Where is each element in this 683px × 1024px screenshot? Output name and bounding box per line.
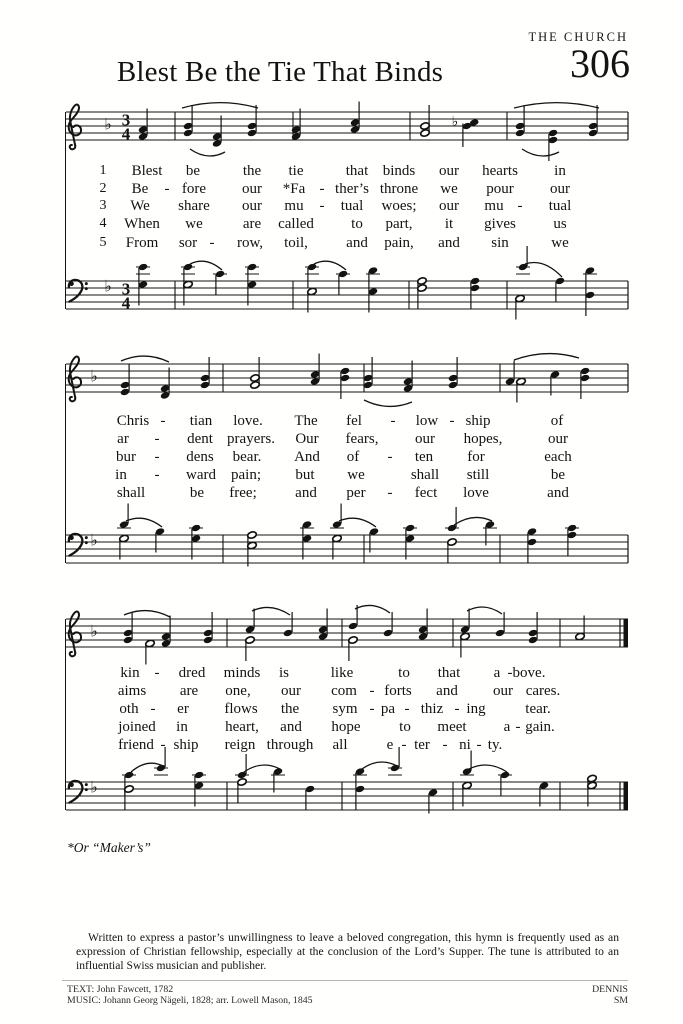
lyric-token: woes;: [381, 198, 417, 214]
lyric-token: -: [319, 181, 325, 197]
lyric-token: are: [179, 683, 199, 699]
svg-text:♭: ♭: [90, 777, 98, 797]
lyric-token: -: [442, 737, 448, 753]
lyric-token: hearts: [482, 163, 518, 179]
lyric-token: -: [404, 701, 410, 717]
lyric-token: oth: [119, 701, 139, 717]
lyric-token: mu: [484, 198, 504, 214]
lyric-token: pain,: [384, 235, 414, 251]
lyric-token: joined: [118, 719, 156, 735]
lyric-token: our: [493, 683, 513, 699]
lyric-token: one,: [225, 683, 251, 699]
svg-text:♭: ♭: [90, 621, 98, 641]
lyric-token: and: [547, 485, 569, 501]
lyric-token: of: [346, 449, 360, 465]
lyric-token: meet: [437, 719, 467, 735]
lyric-token: pain;: [231, 467, 261, 483]
lyric-token: ther’s: [335, 181, 369, 197]
lyric-token: -: [160, 413, 166, 429]
lyric-token: ten: [414, 449, 434, 465]
lyric-token: tear.: [525, 701, 551, 717]
lyric-token: tual: [548, 198, 572, 214]
lyric-token: pour: [486, 181, 514, 197]
lyric-token: our: [439, 163, 459, 179]
lyric-token: love: [463, 485, 489, 501]
lyric-token: -: [476, 737, 482, 753]
svg-text:♭: ♭: [104, 114, 112, 134]
lyric-token: and: [346, 235, 368, 251]
lyric-token: reign: [224, 737, 256, 753]
lyric-token: -: [150, 701, 156, 717]
lyric-token: bove.: [512, 665, 546, 681]
lyric-token: we: [185, 216, 203, 232]
lyric-token: bur: [116, 449, 136, 465]
credits-divider: [62, 980, 628, 981]
svg-text:4: 4: [121, 293, 131, 313]
lyric-token: all: [332, 737, 348, 753]
lyric-token: ing: [466, 701, 486, 717]
lyric-token: Chris: [116, 413, 150, 429]
lyric-token: the: [242, 163, 262, 179]
lyric-token: the: [280, 701, 300, 717]
lyric-token: gives: [484, 216, 516, 232]
lyric-token: but: [295, 467, 315, 483]
lyric-token: -: [154, 449, 160, 465]
lyric-token: er: [177, 701, 189, 717]
lyric-token: and: [280, 719, 302, 735]
lyric-token: ar: [117, 431, 129, 447]
lyric-token: sor: [178, 235, 198, 251]
lyric-token: -: [517, 198, 523, 214]
lyric-token: fore: [181, 181, 207, 197]
lyric-token: and: [438, 235, 460, 251]
lyric-token: share: [178, 198, 210, 214]
lyric-token: aims: [117, 683, 147, 699]
music-credit: MUSIC: Johann Georg Nägeli, 1828; arr. Lowell Mason, 1845: [67, 995, 313, 1006]
lyric-token: our: [415, 431, 435, 447]
verse-number: 5: [99, 235, 107, 250]
lyric-token: and: [436, 683, 458, 699]
lyric-token: The: [294, 413, 318, 429]
lyric-token: each: [544, 449, 572, 465]
lyric-token: we: [551, 235, 569, 251]
commentary-paragraph: Written to express a pastor’s unwillingness to leave a beloved congregation, this hymn is frequently used as an expression of Christian fellowship, especially at the conclusion of the Lord’s Supper. The tune is attributed to an influential Swiss musician and publisher.: [76, 931, 619, 972]
verse-number: 1: [99, 163, 107, 178]
lyric-token: bear.: [232, 449, 262, 465]
lyric-token: forts: [384, 683, 412, 699]
lyric-token: ni: [459, 737, 471, 753]
lyric-token: *Fa: [282, 181, 306, 197]
lyric-token: part,: [385, 216, 413, 232]
lyric-token: be: [185, 163, 201, 179]
lyric-token: sin: [491, 235, 509, 251]
lyric-token: per: [346, 485, 366, 501]
lyric-token: pa: [380, 701, 396, 717]
lyric-token: -: [454, 701, 460, 717]
lyric-token: sym: [332, 701, 358, 717]
lyric-token: -: [387, 449, 393, 465]
lyric-token: our: [439, 198, 459, 214]
verse-number: 4: [99, 216, 107, 231]
lyric-token: kin: [120, 665, 140, 681]
lyric-token: fect: [414, 485, 438, 501]
lyric-token: -: [154, 431, 160, 447]
lyric-token: -: [401, 737, 407, 753]
lyric-token: our: [548, 431, 568, 447]
lyric-token: From: [125, 235, 159, 251]
svg-text:♭: ♭: [90, 530, 98, 550]
lyric-token: binds: [382, 163, 416, 179]
lyric-token: -: [154, 665, 160, 681]
lyric-token: heart,: [225, 719, 259, 735]
lyric-token: in: [554, 163, 566, 179]
svg-text:♭: ♭: [451, 114, 459, 130]
lyric-token: and: [295, 485, 317, 501]
verse-number: 2: [99, 181, 107, 196]
lyric-token: friend: [118, 737, 154, 753]
lyric-token: we: [440, 181, 458, 197]
lyric-token: -: [160, 737, 166, 753]
lyric-token: a: [503, 719, 511, 735]
lyric-token: cares.: [525, 683, 561, 699]
lyric-token: hope: [331, 719, 361, 735]
lyric-token: is: [278, 665, 290, 681]
svg-text:3: 3: [121, 279, 131, 299]
lyric-token: And: [294, 449, 320, 465]
lyric-token: ter: [414, 737, 430, 753]
lyric-token: hopes,: [463, 431, 503, 447]
lyric-token: called: [278, 216, 314, 232]
lyric-token: -: [515, 719, 521, 735]
lyric-token: tian: [189, 413, 213, 429]
lyric-token: ship: [173, 737, 199, 753]
lyric-token: tie: [288, 163, 304, 179]
lyric-token: fel: [346, 413, 362, 429]
lyric-token: we: [347, 467, 365, 483]
lyric-token: minds: [223, 665, 261, 681]
svg-text:♭: ♭: [104, 276, 112, 296]
lyric-token: of: [550, 413, 564, 429]
lyric-token: dens: [186, 449, 214, 465]
svg-text:3: 3: [121, 110, 131, 130]
lyric-token: for: [467, 449, 485, 465]
hymn-title: Blest Be the Tie That Binds: [116, 56, 444, 88]
lyric-token: Be: [131, 181, 149, 197]
lyric-token: prayers.: [227, 431, 275, 447]
lyric-token: in: [115, 467, 127, 483]
lyric-token: Blest: [131, 163, 163, 179]
lyric-token: a: [493, 665, 501, 681]
lyric-token: be: [189, 485, 205, 501]
lyric-token: dred: [178, 665, 206, 681]
lyric-token: thiz: [420, 701, 444, 717]
footnote: *Or “Maker’s”: [67, 840, 151, 855]
lyric-token: to: [398, 665, 410, 681]
lyric-token: shall: [116, 485, 146, 501]
lyric-token: free;: [229, 485, 257, 501]
lyric-token: mu: [284, 198, 304, 214]
lyric-token: our: [242, 198, 262, 214]
lyric-token: through: [266, 737, 314, 753]
lyric-token: -: [319, 198, 325, 214]
lyric-token: our: [242, 181, 262, 197]
lyric-token: are: [242, 216, 262, 232]
lyric-token: -: [154, 467, 160, 483]
tune-name: DENNIS: [592, 984, 628, 995]
lyric-token: gain.: [525, 719, 555, 735]
lyric-token: to: [399, 719, 411, 735]
lyric-token: e: [386, 737, 394, 753]
lyric-token: throne: [379, 181, 419, 197]
svg-text:4: 4: [121, 124, 131, 144]
lyric-token: -: [164, 181, 170, 197]
lyric-token: -: [507, 665, 513, 681]
lyric-token: fears,: [345, 431, 379, 447]
lyric-token: love.: [233, 413, 263, 429]
lyric-token: our: [550, 181, 570, 197]
lyric-token: We: [130, 198, 150, 214]
lyric-token: ward: [186, 467, 216, 483]
lyric-token: ship: [465, 413, 491, 429]
tune-meter: SM: [613, 995, 628, 1006]
lyric-token: shall: [410, 467, 440, 483]
lyric-token: tual: [340, 198, 364, 214]
lyric-token: -: [449, 413, 455, 429]
lyric-token: -: [369, 683, 375, 699]
lyric-token: to: [351, 216, 363, 232]
lyric-token: Our: [295, 431, 319, 447]
text-credit: TEXT: John Fawcett, 1782: [67, 984, 174, 995]
lyric-token: ty.: [487, 737, 503, 753]
verse-number: 3: [99, 198, 107, 213]
lyric-token: -: [387, 485, 393, 501]
hymn-number: 306: [570, 41, 630, 86]
lyric-token: -: [369, 701, 375, 717]
lyric-token: it: [444, 216, 454, 232]
lyric-token: like: [330, 665, 354, 681]
lyric-token: flows: [224, 701, 258, 717]
lyric-token: dent: [187, 431, 213, 447]
lyric-token: When: [124, 216, 160, 232]
lyric-token: be: [550, 467, 566, 483]
lyric-token: that: [437, 665, 461, 681]
lyric-token: toil,: [284, 235, 308, 251]
lyric-token: in: [176, 719, 188, 735]
section-header: THE CHURCH: [528, 30, 628, 44]
lyric-token: still: [466, 467, 490, 483]
lyric-token: our: [281, 683, 301, 699]
lyric-token: us: [553, 216, 567, 232]
svg-text:♭: ♭: [90, 366, 98, 386]
lyric-token: that: [345, 163, 369, 179]
lyric-token: -: [209, 235, 215, 251]
lyric-token: -: [390, 413, 396, 429]
lyric-token: low: [415, 413, 439, 429]
lyric-token: row,: [236, 235, 264, 251]
lyric-token: com: [331, 683, 357, 699]
